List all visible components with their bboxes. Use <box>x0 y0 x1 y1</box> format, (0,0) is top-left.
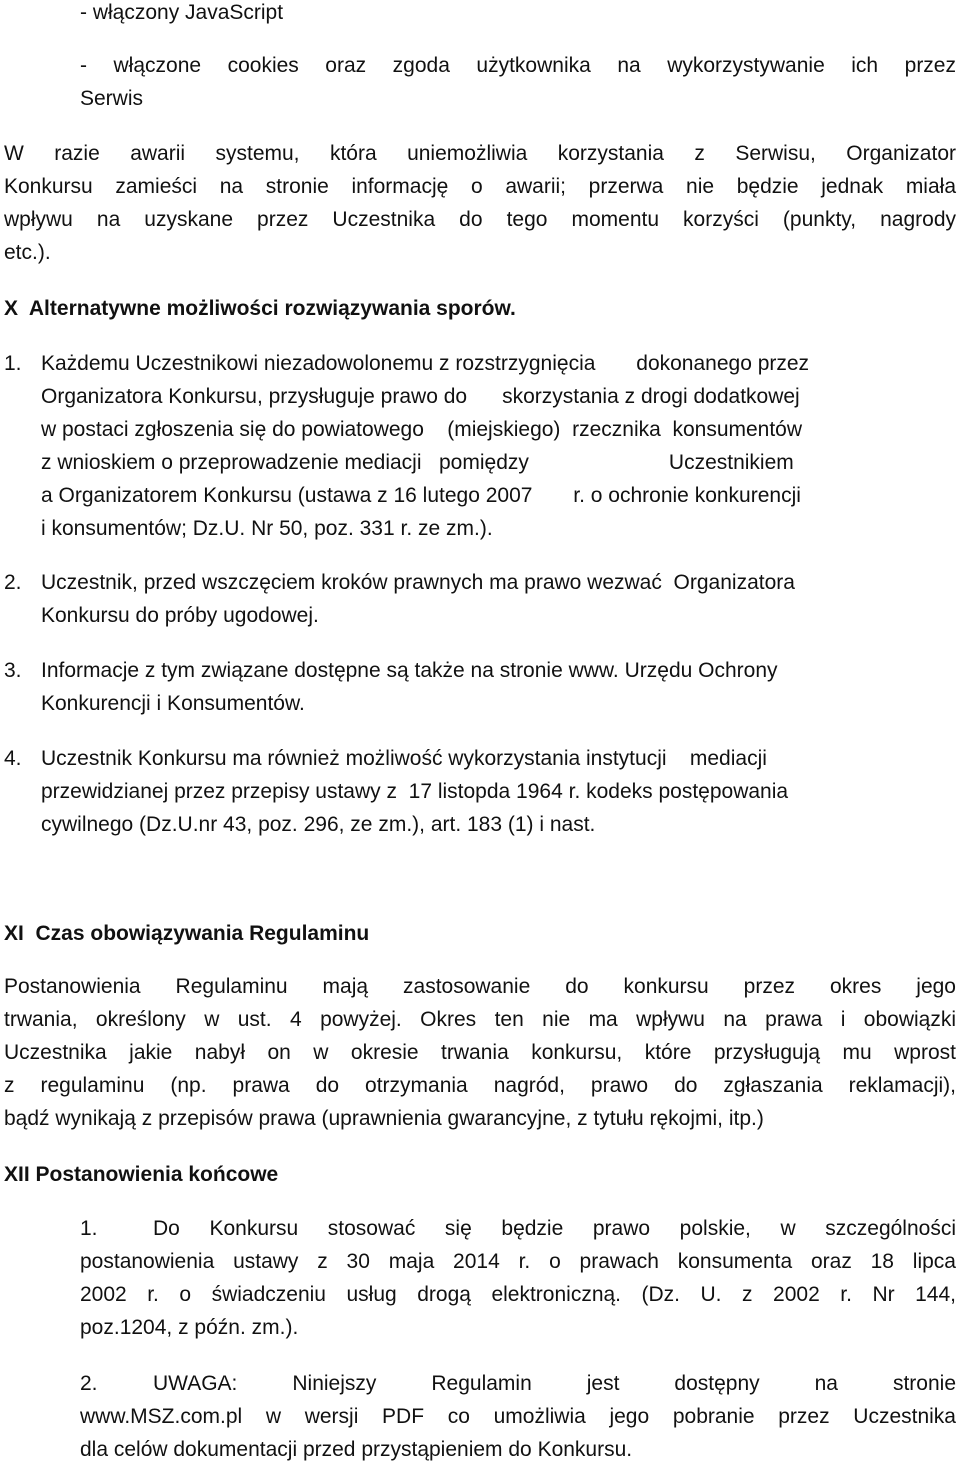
section-x-heading: X Alternatywne możliwości rozwiązywania sporów. <box>4 297 516 320</box>
item-line: w postaci zgłoszenia się do powiatowego (miejskiego) rzecznika konsumentów <box>41 418 803 441</box>
item-line: UWAGA: Niniejszy Regulamin jest dostępny na stronie <box>153 1372 956 1395</box>
item-number: 4. <box>4 747 22 770</box>
item-line: Do Konkursu stosować się będzie prawo polskie, w szczególności <box>153 1217 956 1240</box>
item-line: Konkurencji i Konsumentów. <box>41 692 305 715</box>
item-line: Organizatora Konkursu, przysługuje prawo do skorzystania z drogi dodatkowej <box>41 385 800 408</box>
paragraph-line: W razie awarii systemu, która uniemożliwia korzystania z Serwisu, Organizator <box>4 142 956 165</box>
item-line: a Organizatorem Konkursu (ustawa z 16 lutego 2007 r. o ochronie konkurencji <box>41 484 801 507</box>
paragraph-line: etc.). <box>4 241 51 264</box>
item-line: cywilnego (Dz.U.nr 43, poz. 296, ze zm.), art. 183 (1) i nast. <box>41 813 596 836</box>
item-line: Konkursu do próby ugodowej. <box>41 604 319 627</box>
paragraph-line: z regulaminu (np. prawa do otrzymania nagród, prawo do zgłaszania reklamacji), <box>4 1074 956 1097</box>
item-line: z wnioskiem o przeprowadzenie mediacji pomiędzy Uczestnikiem <box>41 451 794 474</box>
paragraph-line: wpływu na uzyskane przez Uczestnika do tego momentu korzyści (punkty, nagrody <box>4 208 956 231</box>
section-xii-heading: XII Postanowienia końcowe <box>4 1163 279 1186</box>
item-line: Uczestnik, przed wszczęciem kroków prawnych ma prawo wezwać Organizatora <box>41 571 795 594</box>
paragraph-line: Postanowienia Regulaminu mają zastosowanie do konkursu przez okres jego <box>4 975 956 998</box>
item-line: i konsumentów; Dz.U. Nr 50, poz. 331 r. ze zm.). <box>41 517 493 540</box>
item-number: 2. <box>80 1372 98 1395</box>
item-line: 2002 r. o świadczeniu usług drogą elektroniczną. (Dz. U. z 2002 r. Nr 144, <box>80 1283 956 1306</box>
item-number: 1. <box>4 352 22 375</box>
paragraph-line: trwania, określony w ust. 4 powyżej. Okres ten nie ma wpływu na prawa i obowiązki <box>4 1008 956 1031</box>
section-xi-heading: XI Czas obowiązywania Regulaminu <box>4 922 370 945</box>
bullet-cookies-line-2: Serwis <box>80 87 144 110</box>
paragraph-line: bądź wynikają z przepisów prawa (uprawnienia gwarancyjne, z tytułu rękojmi, itp.) <box>4 1107 764 1130</box>
paragraph-line: Konkursu zamieści na stronie informację o awarii; przerwa nie będzie jednak miała <box>4 175 956 198</box>
item-line: dla celów dokumentacji przed przystąpieniem do Konkursu. <box>80 1438 633 1461</box>
item-line: przewidzianej przez przepisy ustawy z 17 listopda 1964 r. kodeks postępowania <box>41 780 789 803</box>
item-number: 3. <box>4 659 22 682</box>
item-number: 2. <box>4 571 22 594</box>
item-line: www.MSZ.com.pl w wersji PDF co umożliwia jego pobranie przez Uczestnika <box>80 1405 956 1428</box>
bullet-javascript: - włączony JavaScript <box>80 1 284 24</box>
bullet-cookies-line-1: - włączone cookies oraz zgoda użytkownika na wykorzystywanie ich przez <box>80 54 956 77</box>
item-line: Uczestnik Konkursu ma również możliwość wykorzystania instytucji mediacji <box>41 747 767 770</box>
paragraph-line: Uczestnika jakie nabył on w okresie trwania konkursu, które przysługują mu wprost <box>4 1041 956 1064</box>
item-line: Każdemu Uczestnikowi niezadowolonemu z rozstrzygnięcia dokonanego przez <box>41 352 810 375</box>
item-number: 1. <box>80 1217 98 1240</box>
item-line: Informacje z tym związane dostępne są także na stronie www. Urzędu Ochrony <box>41 659 778 682</box>
item-line: poz.1204, z późn. zm.). <box>80 1316 299 1339</box>
item-line: postanowienia ustawy z 30 maja 2014 r. o prawach konsumenta oraz 18 lipca <box>80 1250 956 1273</box>
